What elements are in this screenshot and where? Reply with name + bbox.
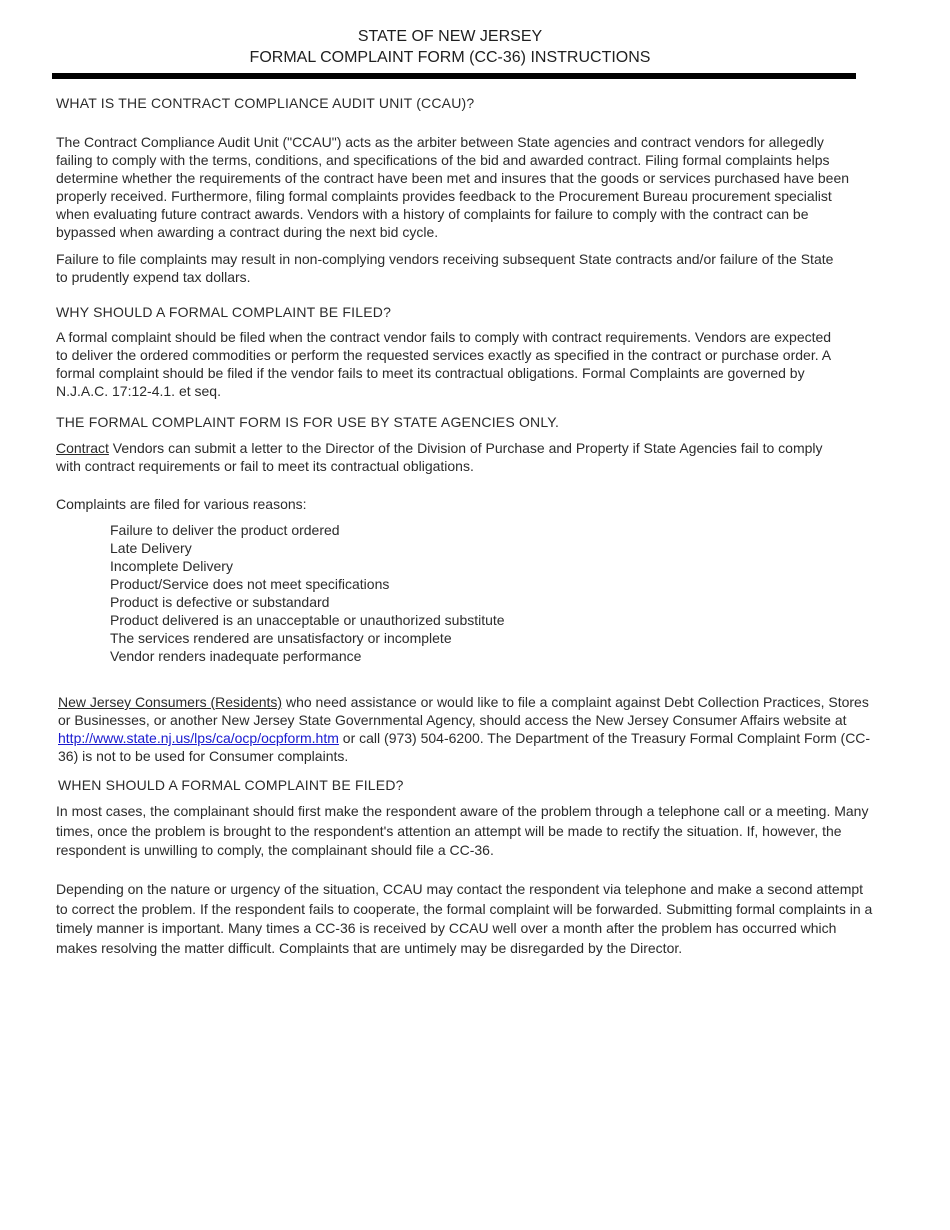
heading-state-agencies-only: THE FORMAL COMPLAINT FORM IS FOR USE BY STATE AGENCIES ONLY.	[56, 414, 560, 430]
contract-vendors-rest: Vendors can submit a letter to the Director of the Division of Purchase and Property if State Agencies fail to comply with contract requirements or fail to meet its contractual obligations.	[56, 440, 823, 474]
title-line-state: STATE OF NEW JERSEY	[357, 28, 543, 45]
paragraph-when-file	[56, 802, 878, 861]
paragraph-urgency	[56, 880, 878, 958]
failure-to-file-text: Failure to file complaints may result in non-complying vendors receiving subsequent State contracts and/or failure of the State to prudently expend tax dollars.	[56, 251, 834, 285]
consumers-text-part1: who need assistance or would like to file a complaint against Debt Collection Practices, Stores or Businesses, or another New Jersey State Governmental Agency, should access the New Jersey Consumer Affairs website at	[58, 694, 869, 728]
reason-item: Product delivered is an unacceptable or unauthorized substitute	[110, 612, 505, 628]
paragraph-consumers	[58, 693, 880, 765]
title-divider	[52, 73, 856, 79]
paragraph-why-file	[56, 328, 841, 400]
heading-what-is-ccau: WHAT IS THE CONTRACT COMPLIANCE AUDIT UNIT (CCAU)?	[56, 95, 475, 111]
reason-item: Late Delivery	[110, 540, 192, 556]
contract-vendors-text	[56, 439, 841, 475]
reason-item: Vendor renders inadequate performance	[110, 648, 362, 664]
reason-item: Failure to deliver the product ordered	[110, 522, 340, 538]
paragraph-failure-to-file	[56, 250, 846, 286]
paragraph-ccau-description	[56, 133, 862, 241]
document-title	[0, 26, 900, 68]
ccau-description-text: The Contract Compliance Audit Unit ("CCAU") acts as the arbiter between State agencies and contract vendors for allegedly failing to comply with the terms, conditions, and specifications of the bid and awarded contract. Filing formal complaints helps determine whether the requirements of the contract have been met and insures that the goods or services purchased have been properly received. Furthermore, filing formal complaints provides feedback to the Procurement Bureau procurement specialist when evaluating future contract awards. Vendors with a history of complaints for failure to comply with the contract can be bypassed when awarding a contract during the next bid cycle.	[56, 134, 850, 240]
title-line-form: FORMAL COMPLAINT FORM (CC-36) INSTRUCTIONS	[249, 49, 651, 66]
reason-item: The services rendered are unsatisfactory or incomplete	[110, 630, 452, 646]
reason-item: Product/Service does not meet specifications	[110, 576, 390, 592]
consumers-text-part2: or call (973) 504-6200. The Department of the Treasury Formal Complaint Form (CC-36) is not to be used for Consumer complaints.	[58, 730, 871, 764]
when-file-text: In most cases, the complainant should first make the respondent aware of the problem through a telephone call or a meeting. Many times, once the problem is brought to the respondent's attention an attempt will be made to rectify the situation. If, however, the respondent is unwilling to comply, the complainant should file a CC-36.	[56, 803, 869, 858]
reasons-intro: Complaints are filed for various reasons:	[56, 496, 307, 512]
paragraph-contract-vendors	[56, 439, 841, 475]
heading-why-file: WHY SHOULD A FORMAL COMPLAINT BE FILED?	[56, 304, 392, 320]
contract-word-underlined: Contract	[56, 440, 109, 456]
consumer-affairs-link[interactable]: http://www.state.nj.us/lps/ca/ocp/ocpform.htm	[58, 730, 339, 746]
reason-item: Product is defective or substandard	[110, 594, 330, 610]
consumers-lead-underlined: New Jersey Consumers (Residents)	[58, 694, 283, 710]
reason-item: Incomplete Delivery	[110, 558, 233, 574]
why-file-text: A formal complaint should be filed when the contract vendor fails to comply with contract requirements. Vendors are expected to deliver the ordered commodities or perform the requested services exactly as specified in the contract or purchase order. A formal complaint should be filed if the vendor fails to meet its contractual obligations. Formal Complaints are governed by N.J.A.C. 17:12-4.1. et seq.	[56, 329, 832, 399]
heading-when-file: WHEN SHOULD A FORMAL COMPLAINT BE FILED?	[58, 777, 404, 793]
urgency-text: Depending on the nature or urgency of the situation, CCAU may contact the respondent via telephone and make a second attempt to correct the problem. If the respondent fails to cooperate, the formal complaint will be forwarded. Submitting formal complaints in a timely manner is important. Many times a CC-36 is received by CCAU well over a month after the problem has occurred which makes resolving the matter difficult. Complaints that are untimely may be disregarded by the Director.	[56, 881, 873, 956]
consumers-text	[58, 693, 880, 765]
reasons-list	[110, 521, 505, 665]
